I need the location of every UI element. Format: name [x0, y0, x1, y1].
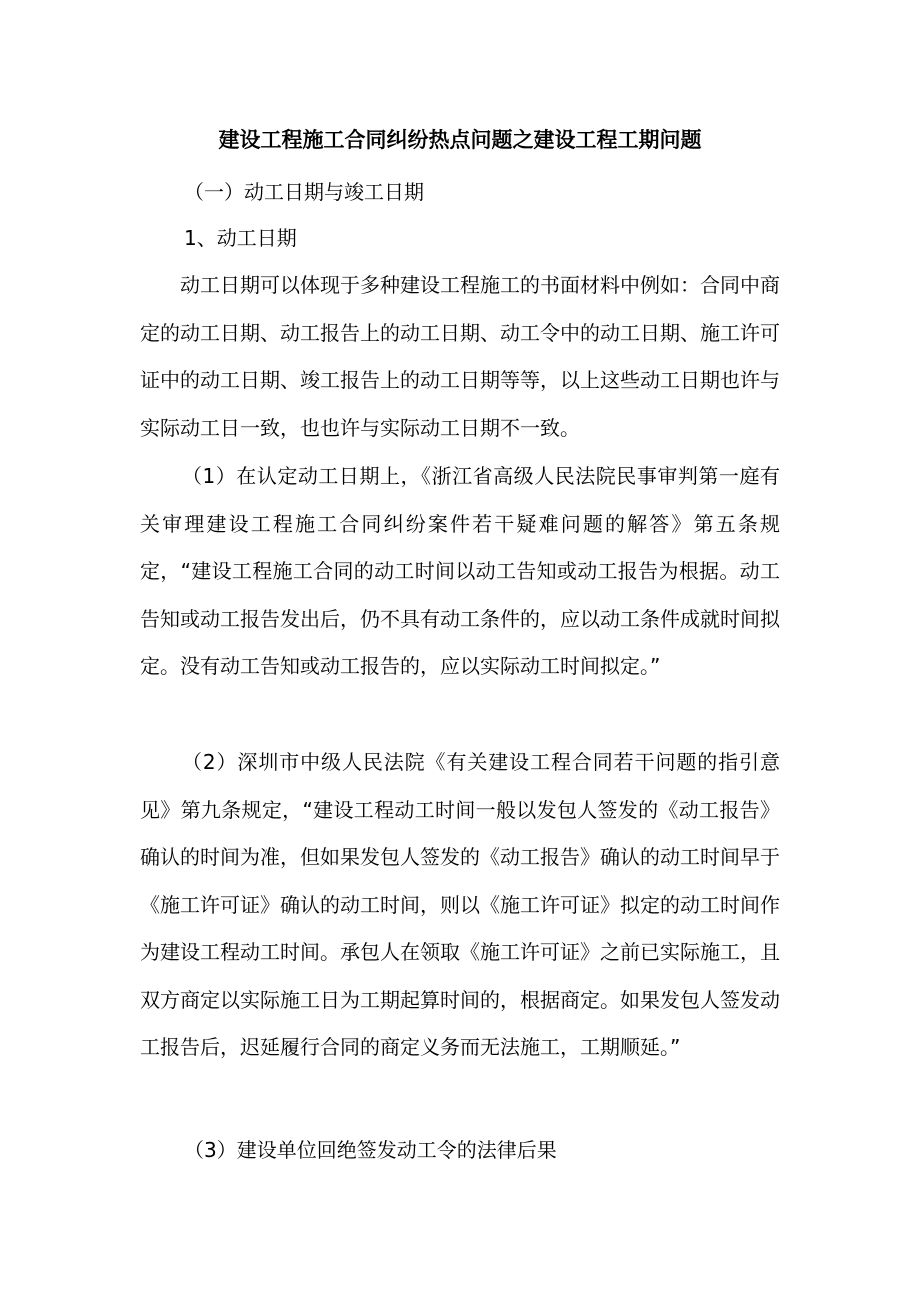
- paragraph-intro: 动工日期可以体现于多种建设工程施工的书面材料中例如：合同中商定的动工日期、动工报告上的动工日期、动工令中的动工日期、施工许可证中的动工日期、竣工报告上的动工日期等等，以上这些动工日期也许与实际动工日一致，也也许与实际动工日期不一致。: [140, 273, 780, 440]
- paragraph-3: （3）建设单位回绝签发动工令的法律后果: [184, 1138, 557, 1162]
- paragraph-2: （2）深圳市中级人民法院《有关建设工程合同若干问题的指引意见》第九条规定，“建设工程动工时间一般以发包人签发的《动工报告》确认的时间为准，但如果发包人签发的《动工报告》确认的动工时间早于《施工许可证》确认的动工时间，则以《施工许可证》拟定的动工时间作为建设工程动工时间。承包人在领取《施工许可证》之前已实际施工，且双方商定以实际施工日为工期起算时间的，根据商定。如果发包人签发动工报告后，迟延履行合同的商定义务而无法施工，工期顺延。”: [140, 750, 780, 1059]
- subsection-heading: 1、动工日期: [184, 226, 297, 250]
- paragraph-1: （1）在认定动工日期上，《浙江省高级人民法院民事审判第一庭有关审理建设工程施工合同纠纷案件若干疑难问题的解答》第五条规定，“建设工程施工合同的动工时间以动工告知或动工报告为根据。动工告知或动工报告发出后，仍不具有动工条件的，应以动工条件成就时间拟定。没有动工告知或动工报告的，应以实际动工时间拟定。”: [140, 464, 780, 678]
- section-heading: （一）动工日期与竣工日期: [184, 180, 424, 204]
- document-title: 建设工程施工合同纠纷热点问题之建设工程工期问题: [218, 128, 702, 152]
